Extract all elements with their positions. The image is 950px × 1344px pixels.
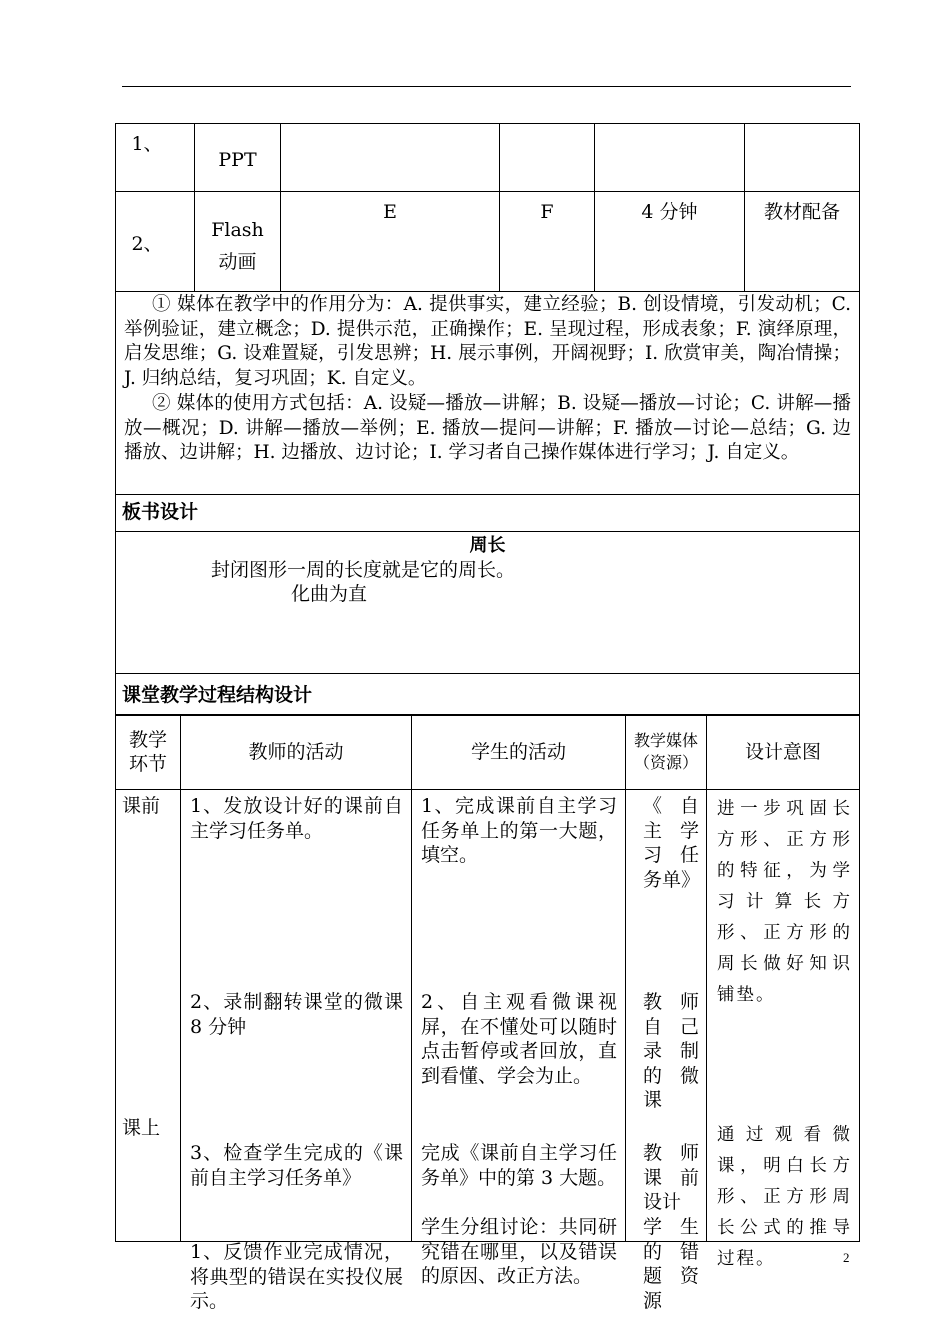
- board-section-title: 板书设计: [116, 495, 860, 532]
- header-stage: 教学环节: [116, 715, 181, 790]
- media-index: 2、: [116, 192, 195, 292]
- stage-before: 课前: [122, 795, 161, 817]
- media-role: E: [281, 192, 500, 292]
- media-resource-4: 学生的错题资源: [643, 1216, 699, 1312]
- design-intent-1: 进一步巩固长方形、正方形的特征，为学习计算长方形、正方形的周长做好知识铺垫。: [717, 799, 852, 1005]
- header-rule: [122, 86, 851, 87]
- stage-during: 课上: [122, 1117, 161, 1139]
- student-activity-4: 学生分组讨论：共同研究错在哪里，以及错误的原因、改正方法。: [421, 1216, 617, 1288]
- media-role-note: ① 媒体在教学中的作用分为：A. 提供事实，建立经验；B. 创设情境，引发动机；C. 举例验证，建立概念；D. 提供示范，正确操作；E. 呈现过程，形成表象；F. 演绎原理，启发思维；G. 设难置疑，引发思辨；H. 展示事例，开阔视野；I. 欣赏审美，陶冶情操；J. 归纳总结，复习巩固；K. 自定义。: [124, 294, 851, 390]
- media-name: Flash 动画: [195, 192, 281, 292]
- process-body-row: [116, 790, 860, 1242]
- teacher-activity-4: 1、反馈作业完成情况，将典型的错误在实投仪展示。: [190, 1241, 403, 1313]
- student-activity-2: 2、自主观看微课视屏，在不懂处可以随时点击暂停或者回放，直到看懂、学会为止。: [421, 991, 617, 1087]
- teacher-column: [181, 790, 412, 1313]
- media-source: 教材配备: [745, 192, 860, 292]
- media-name: PPT: [195, 124, 281, 192]
- board-method: 化曲为直: [291, 583, 368, 605]
- header-student: 学生的活动: [412, 715, 626, 790]
- teacher-activity-3: 3、检查学生完成的《课前自主学习任务单》: [190, 1142, 403, 1189]
- board-header-row: [116, 495, 860, 532]
- student-activity-3: 完成《课前自主学习任务单》中的第 3 大题。: [421, 1142, 617, 1189]
- media-duration: [595, 124, 745, 192]
- media-usage: F: [500, 192, 595, 292]
- header-intent: 设计意图: [707, 715, 860, 790]
- process-header-row: [116, 674, 860, 716]
- media-row-1: [116, 124, 860, 192]
- media-role: [281, 124, 500, 192]
- media-row-2: [116, 192, 860, 292]
- media-table: [115, 123, 860, 292]
- teacher-activity-2: 2、录制翻转课堂的微课 8 分钟: [190, 991, 403, 1038]
- design-intent-2: 通过观看微课，明白长方形、正方形周长公式的推导过程。: [717, 1125, 852, 1269]
- media-usage-note: ② 媒体的使用方式包括：A. 设疑—播放—讲解；B. 设疑—播放—讨论；C. 讲解—播放—概况；D. 讲解—播放—举例；E. 播放—提问—讲解；F. 播放—讨论—总结；G. 边播放、边讲解；H. 边播放、边讨论；I. 学习者自己操作媒体进行学习；J. 自定义。: [124, 392, 851, 464]
- student-activity-1: 1、完成课前自主学习任务单上的第一大题，填空。: [421, 795, 617, 867]
- stage-column: [116, 790, 181, 1242]
- media-source: [745, 124, 860, 192]
- media-column: [626, 790, 707, 1312]
- process-section-title: 课堂教学过程结构设计: [116, 674, 860, 716]
- intent-column: [707, 790, 860, 1269]
- media-usage: [500, 124, 595, 192]
- board-content-row: [116, 532, 860, 674]
- board-definition: 封闭图形一周的长度就是它的周长。: [211, 559, 516, 581]
- media-resource-3: 教师课前设计: [643, 1142, 699, 1214]
- header-media: 教学媒体（资源）: [626, 715, 707, 790]
- board-title: 周长: [469, 535, 506, 556]
- media-resource-2: 教师自己录制的微课: [643, 991, 699, 1112]
- process-column-headers: [116, 715, 860, 790]
- media-duration: 4 分钟: [595, 192, 745, 292]
- media-notes-row: [116, 292, 860, 495]
- media-index: 1、: [116, 124, 195, 192]
- header-teacher: 教师的活动: [181, 715, 412, 790]
- media-resource-1: 《自主学习任务单》: [643, 795, 701, 891]
- teacher-activity-1: 1、发放设计好的课前自主学习任务单。: [190, 795, 403, 842]
- notes-table: [115, 291, 860, 716]
- media-notes: [116, 292, 860, 495]
- process-table: [115, 714, 860, 1313]
- board-content: [116, 532, 860, 674]
- student-column: [412, 790, 626, 1288]
- page-number: 2: [843, 1250, 850, 1265]
